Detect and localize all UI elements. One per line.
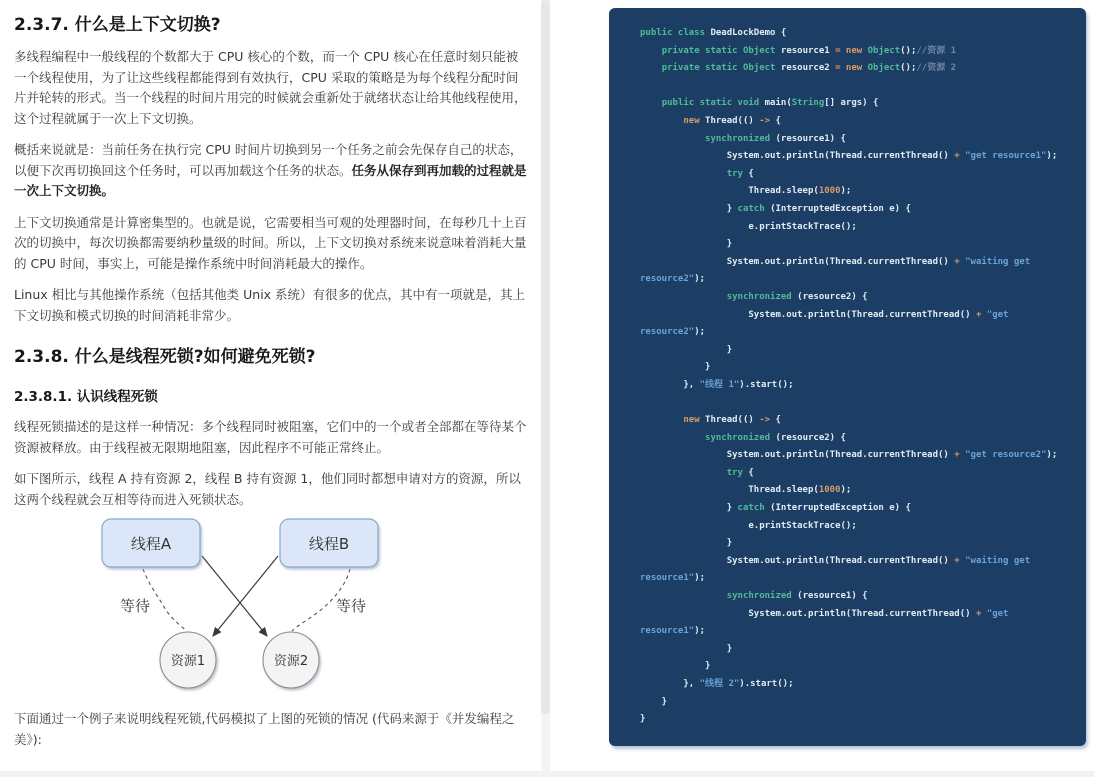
code-line: resource1"); bbox=[640, 626, 706, 637]
code-line: public class DeadLockDemo { bbox=[640, 28, 787, 38]
code-line: System.out.println(Thread.currentThread() + "get resource1"); bbox=[640, 151, 1058, 162]
arrow-threadB-to-resource1 bbox=[213, 556, 278, 636]
code-line: Thread.sleep(1000); bbox=[640, 186, 852, 197]
code-line: System.out.println(Thread.currentThread() + "get bbox=[640, 309, 1009, 320]
code-line: synchronized (resource1) { bbox=[726, 591, 868, 601]
paragraph-context-switch-1: 多线程编程中一般线程的个数都大于 CPU 核心的个数，而一个 CPU 核心在任意时刻只能被一个线程使用，为了让这些线程都能得到有效执行，CPU 采取的策略是为每个线程分配时间片并轮转的形式。当一个线程的时间片用完的时候就会重新处于就绪状态让给其他线程使用，这个过程就属于一次上下文切换。 bbox=[14, 49, 527, 126]
horizontal-scrollbar-track[interactable] bbox=[0, 771, 1094, 777]
code-line: } bbox=[640, 239, 733, 250]
code-line: synchronized (resource1) { bbox=[705, 133, 846, 144]
paragraph-context-switch-2-text: 概括来说就是：当前任务在执行完 CPU 时间片切换到另一个任务之前会先保存自己的状态，以便下次再切换回这个任务时，可以再加载这个任务的状态。 bbox=[14, 142, 523, 178]
code-line: try { bbox=[726, 467, 754, 478]
paragraph-context-switch-2-bold: 任务从保存到再加载的过程就是一次上下文切换。 bbox=[14, 162, 527, 198]
code-line: new Thread(() -> { bbox=[683, 115, 781, 126]
paragraph-context-switch-4: Linux 相比与其他操作系统（包括其他类 Unix 系统）有很多的优点，其中有一项就是，其上下文切换和模式切换的时间消耗非常少。 bbox=[14, 287, 526, 323]
thread-b-label: 线程B bbox=[308, 535, 350, 553]
code-line: } bbox=[640, 714, 646, 725]
code-line: System.out.println(Thread.currentThread() + "waiting get bbox=[640, 256, 1031, 267]
heading-deadlock-intro: 2.3.8.1. 认识线程死锁 bbox=[14, 389, 158, 405]
code-line: }, "线程 2").start(); bbox=[640, 678, 794, 689]
code-line: } bbox=[640, 362, 711, 373]
code-line: private static Object resource1 = new Object();//资源 1 bbox=[661, 45, 957, 56]
heading-deadlock: 2.3.8. 什么是线程死锁?如何避免死锁? bbox=[14, 347, 316, 367]
heading-context-switch: 2.3.7. 什么是上下文切换? bbox=[14, 15, 221, 35]
code-line: public static void main(String[] args) { bbox=[661, 98, 879, 109]
deadlock-diagram bbox=[60, 512, 529, 694]
code-line: resource2"); bbox=[640, 327, 706, 338]
deadlock-diagram-svg bbox=[60, 512, 480, 692]
code-line: e.printStackTrace(); bbox=[640, 221, 857, 232]
code-content bbox=[640, 25, 1066, 729]
wait-label-right: 等待 bbox=[336, 597, 367, 615]
paragraph-context-switch-2 bbox=[14, 140, 529, 202]
code-line: Thread.sleep(1000); bbox=[640, 485, 852, 496]
resource-1-label: 资源1 bbox=[170, 654, 206, 669]
code-line bbox=[640, 78, 1066, 96]
code-line: } catch (InterruptedException e) { bbox=[640, 503, 911, 514]
paragraph-deadlock-2: 如下图所示，线程 A 持有资源 2，线程 B 持有资源 1，他们同时都想申请对方的资源，所以这两个线程就会互相等待而进入死锁状态。 bbox=[14, 471, 521, 507]
code-line: resource2"); bbox=[640, 274, 706, 285]
code-line: private static Object resource2 = new Object();//资源 2 bbox=[661, 63, 957, 74]
code-line: synchronized (resource2) { bbox=[705, 432, 846, 443]
resource-2-label: 资源2 bbox=[273, 654, 309, 669]
paragraph-deadlock-1: 线程死锁描述的是这样一种情况：多个线程同时被阻塞，它们中的一个或者全部都在等待某个资源被释放。由于线程被无限期地阻塞，因此程序不可能正常终止。 bbox=[14, 419, 527, 455]
code-line: } bbox=[640, 643, 733, 654]
code-line: } bbox=[640, 538, 733, 549]
vertical-scrollbar-thumb[interactable] bbox=[541, 0, 550, 714]
wait-label-left: 等待 bbox=[120, 597, 151, 615]
code-line: new Thread(() -> { bbox=[683, 415, 781, 426]
code-line: }, "线程 1").start(); bbox=[640, 379, 794, 390]
code-line: synchronized (resource2) { bbox=[726, 291, 868, 302]
thread-a-label: 线程A bbox=[130, 535, 172, 553]
paragraph-context-switch-3: 上下文切换通常是计算密集型的。也就是说，它需要相当可观的处理器时间，在每秒几十上百次的切换中，每次切换都需要纳秒量级的时间。所以，上下文切换对系统来说意味着消耗大量的 CPU 时间，事实上，可能是操作系统中时间消耗最大的操作。 bbox=[14, 214, 527, 271]
code-line: } bbox=[640, 661, 711, 672]
code-line: resource1"); bbox=[640, 573, 706, 584]
code-line: } bbox=[640, 344, 733, 355]
code-line: try { bbox=[726, 168, 754, 179]
code-line: System.out.println(Thread.currentThread() + "get bbox=[640, 608, 1009, 619]
paragraph-code-intro: 下面通过一个例子来说明线程死锁,代码模拟了上图的死锁的情况 (代码来源于《并发编程之美》): bbox=[14, 711, 515, 747]
code-line bbox=[640, 394, 1066, 412]
code-line: e.printStackTrace(); bbox=[640, 520, 857, 531]
code-line: System.out.println(Thread.currentThread() + "waiting get bbox=[640, 555, 1031, 566]
arrow-threadA-to-resource2 bbox=[202, 556, 267, 636]
code-line: } bbox=[640, 696, 668, 707]
code-panel bbox=[609, 8, 1086, 746]
code-line: System.out.println(Thread.currentThread() + "get resource2"); bbox=[640, 450, 1058, 461]
article-pane bbox=[0, 0, 541, 777]
code-line: } catch (InterruptedException e) { bbox=[640, 203, 911, 214]
